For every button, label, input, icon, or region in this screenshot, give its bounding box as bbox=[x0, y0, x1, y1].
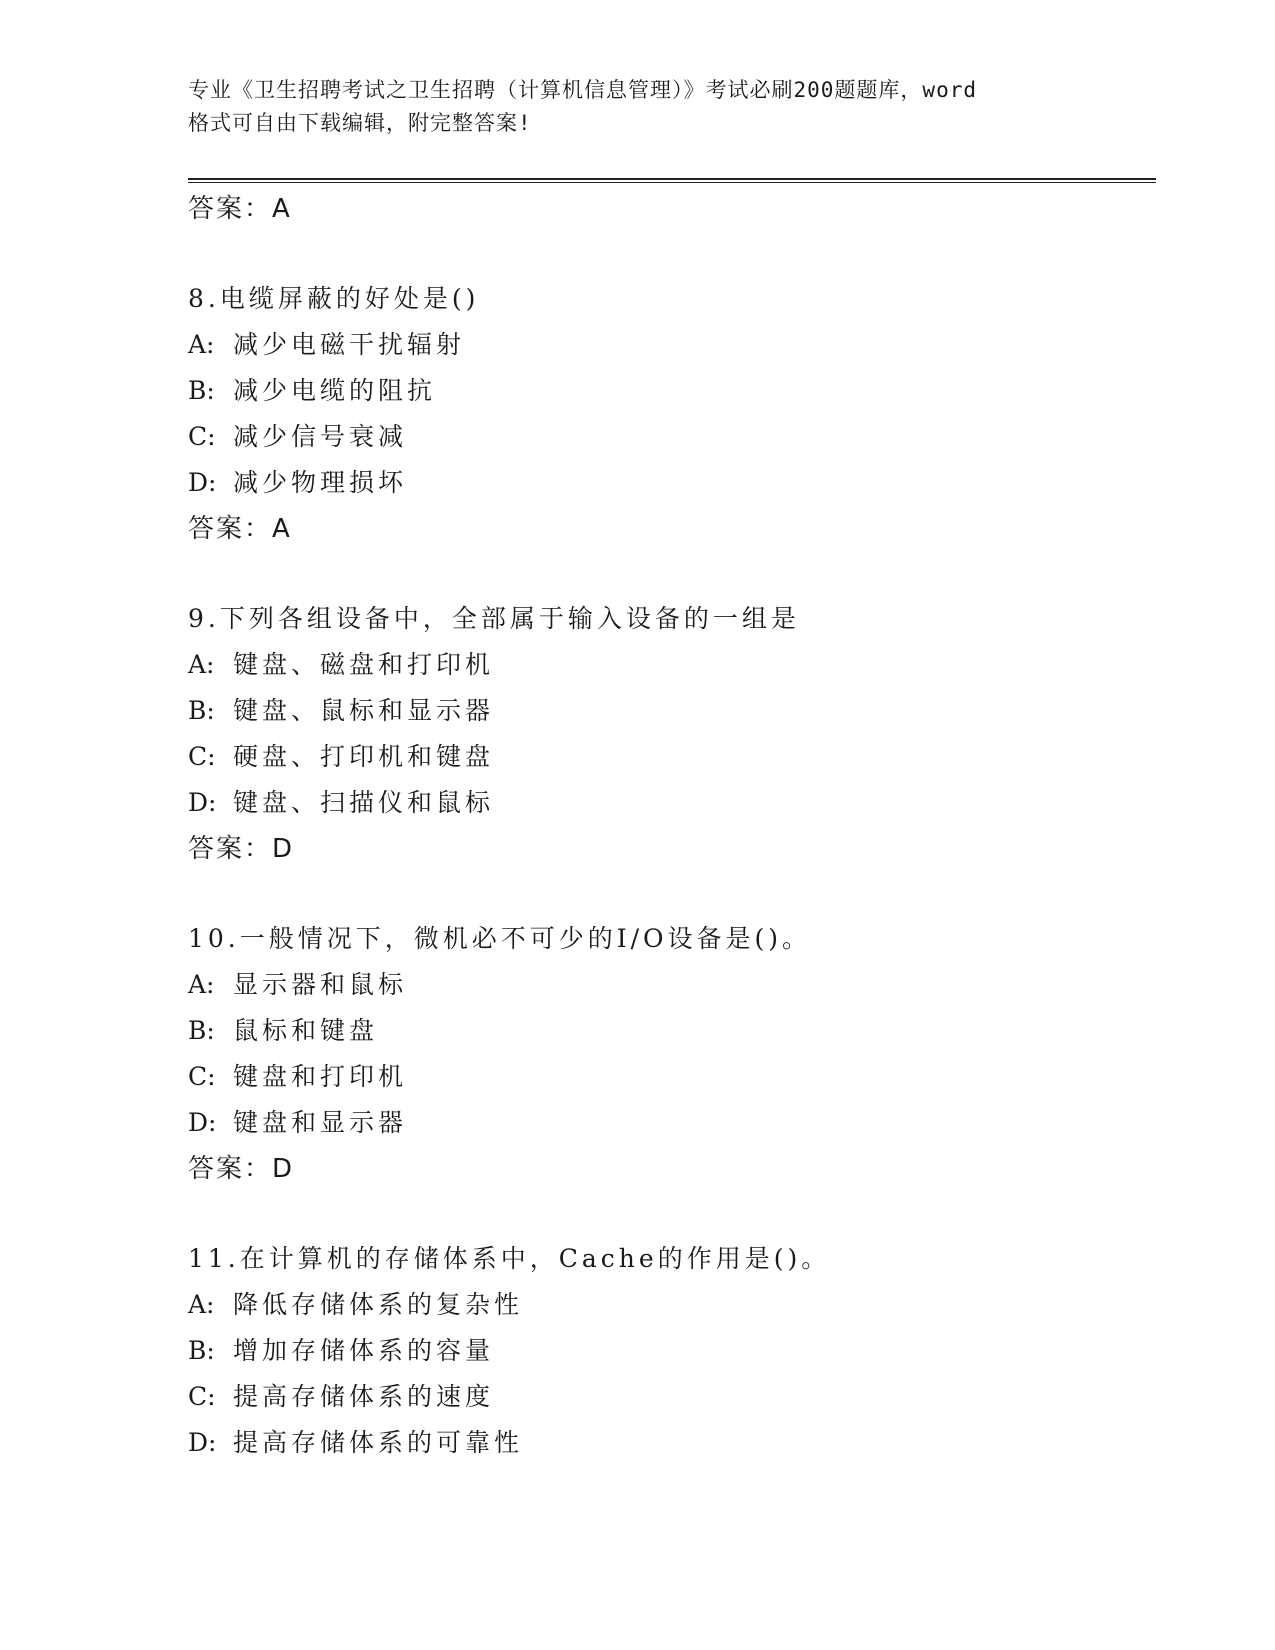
spacer bbox=[188, 232, 1148, 276]
option-letter: C: bbox=[188, 1062, 216, 1091]
option-text: 增加存储体系的容量 bbox=[233, 1336, 495, 1365]
option-c bbox=[188, 734, 1148, 780]
option-text: 减少电缆的阻抗 bbox=[233, 376, 437, 405]
option-letter: A: bbox=[188, 970, 215, 999]
option-b bbox=[188, 688, 1148, 734]
option-letter: B: bbox=[188, 1336, 215, 1365]
question-item bbox=[188, 916, 1148, 1192]
header-divider-thick bbox=[188, 178, 1156, 180]
option-letter: C: bbox=[188, 742, 216, 771]
option-letter: D: bbox=[188, 788, 217, 817]
header-line-1: 专业《卫生招聘考试之卫生招聘（计算机信息管理）》考试必刷200题题库，word bbox=[188, 78, 977, 102]
answer-label: 答案： bbox=[188, 194, 273, 224]
option-letter: A: bbox=[188, 330, 215, 359]
option-a bbox=[188, 1282, 1148, 1328]
option-b bbox=[188, 368, 1148, 414]
option-d bbox=[188, 780, 1148, 826]
option-letter: D: bbox=[188, 1428, 217, 1457]
option-text: 降低存储体系的复杂性 bbox=[233, 1290, 524, 1319]
option-c bbox=[188, 1374, 1148, 1420]
question-item bbox=[188, 276, 1148, 552]
option-letter: A: bbox=[188, 1290, 215, 1319]
answer-line bbox=[188, 1146, 1148, 1192]
question-stem: 9.下列各组设备中，全部属于输入设备的一组是 bbox=[188, 604, 800, 633]
option-text: 键盘和显示器 bbox=[233, 1108, 408, 1137]
option-c bbox=[188, 1054, 1148, 1100]
answer-line bbox=[188, 826, 1148, 872]
option-b bbox=[188, 1328, 1148, 1374]
option-letter: B: bbox=[188, 1016, 215, 1045]
option-d bbox=[188, 460, 1148, 506]
answer-label: 答案： bbox=[188, 834, 273, 864]
question-item bbox=[188, 1236, 1148, 1466]
answer-line bbox=[188, 186, 1148, 232]
header-divider-thin bbox=[188, 182, 1156, 183]
option-a bbox=[188, 322, 1148, 368]
option-letter: B: bbox=[188, 376, 215, 405]
question-stem: 11.在计算机的存储体系中，Cache的作用是()。 bbox=[188, 1244, 831, 1273]
option-text: 提高存储体系的速度 bbox=[233, 1382, 495, 1411]
option-letter: B: bbox=[188, 696, 215, 725]
option-a bbox=[188, 962, 1148, 1008]
answer-value: D bbox=[272, 834, 295, 864]
question-list bbox=[188, 186, 1148, 1466]
option-letter: A: bbox=[188, 650, 215, 679]
option-text: 键盘、鼠标和显示器 bbox=[233, 696, 495, 725]
answer-value: D bbox=[272, 1154, 295, 1184]
answer-line bbox=[188, 506, 1148, 552]
spacer bbox=[188, 552, 1148, 596]
option-letter: D: bbox=[188, 468, 217, 497]
option-text: 键盘和打印机 bbox=[233, 1062, 408, 1091]
question-item bbox=[188, 596, 1148, 872]
option-a bbox=[188, 642, 1148, 688]
option-text: 键盘、扫描仪和鼠标 bbox=[233, 788, 495, 817]
answer-value: A bbox=[272, 514, 292, 544]
answer-value: A bbox=[272, 194, 292, 224]
spacer bbox=[188, 1192, 1148, 1236]
question-stem: 10.一般情况下，微机必不可少的I/O设备是()。 bbox=[188, 924, 812, 953]
option-text: 减少信号衰减 bbox=[233, 422, 408, 451]
spacer bbox=[188, 872, 1148, 916]
answer-label: 答案： bbox=[188, 514, 273, 544]
option-d bbox=[188, 1420, 1148, 1466]
option-text: 显示器和鼠标 bbox=[233, 970, 408, 999]
option-letter: C: bbox=[188, 422, 216, 451]
option-b bbox=[188, 1008, 1148, 1054]
option-c bbox=[188, 414, 1148, 460]
document-header bbox=[188, 74, 1088, 140]
option-letter: C: bbox=[188, 1382, 216, 1411]
option-d bbox=[188, 1100, 1148, 1146]
option-text: 提高存储体系的可靠性 bbox=[233, 1428, 524, 1457]
option-letter: D: bbox=[188, 1108, 217, 1137]
option-text: 鼠标和键盘 bbox=[233, 1016, 379, 1045]
option-text: 减少物理损坏 bbox=[233, 468, 408, 497]
option-text: 硬盘、打印机和键盘 bbox=[233, 742, 495, 771]
option-text: 键盘、磁盘和打印机 bbox=[233, 650, 495, 679]
option-text: 减少电磁干扰辐射 bbox=[233, 330, 466, 359]
header-line-2: 格式可自由下载编辑，附完整答案! bbox=[188, 111, 532, 135]
answer-label: 答案： bbox=[188, 1154, 273, 1184]
question-stem: 8.电缆屏蔽的好处是() bbox=[188, 284, 480, 313]
